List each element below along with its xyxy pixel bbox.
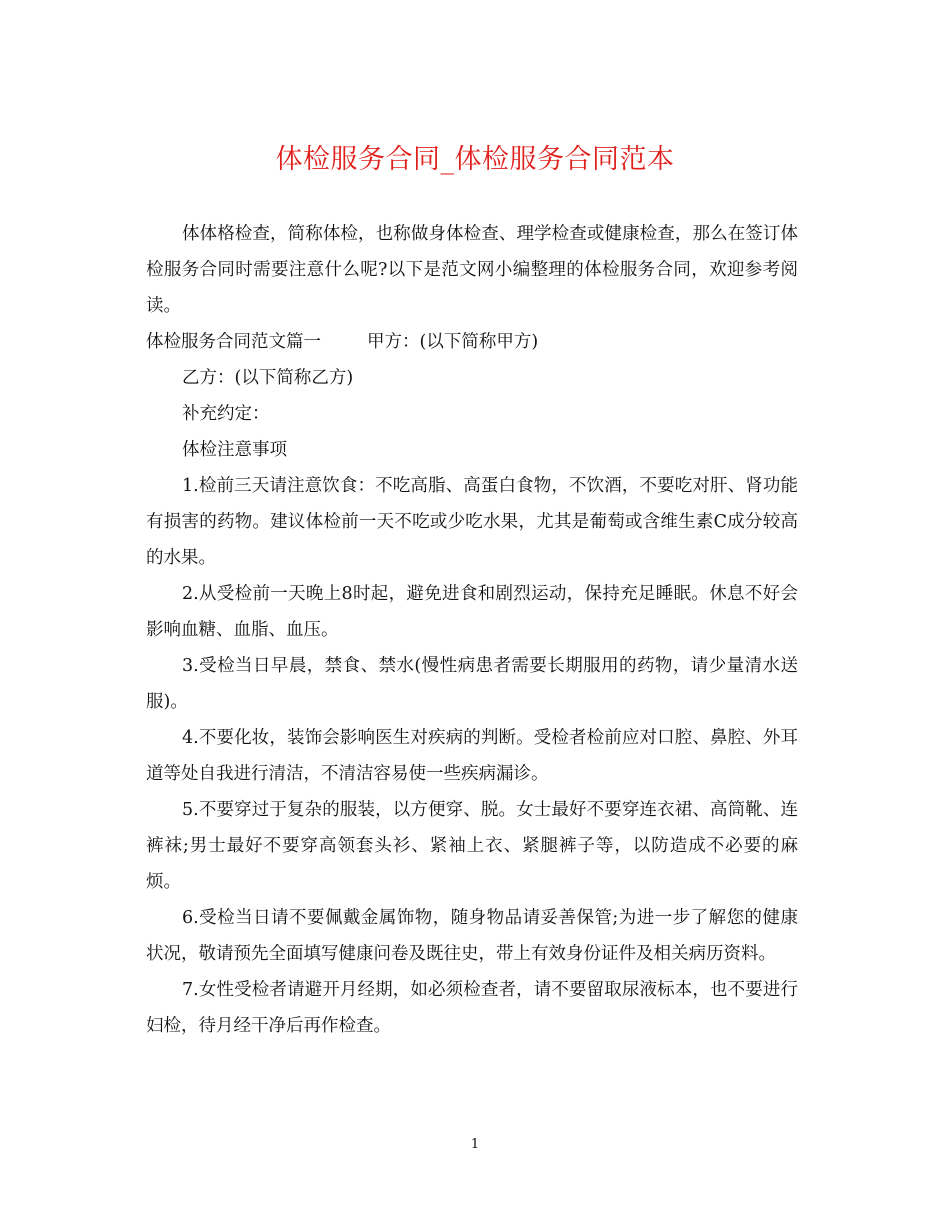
page-number: 1 [470,1137,480,1152]
party-a-line: 甲方：(以下简称甲方) [367,332,539,352]
section-heading-line [146,324,798,360]
intro-paragraph: 体体格检查，简称体检，也称做身体检查、理学检查或健康检查，那么在签订体检服务合同时需要注意什么呢?以下是范文网小编整理的体检服务合同，欢迎参考阅读。 [146,224,798,316]
notes-heading: 体检注意事项 [182,440,287,460]
note-item: 5.不要穿过于复杂的服装，以方便穿、脱。女士最好不要穿连衣裙、高筒靴、连裤袜;男士最好不要穿高领套头衫、紧袖上衣、紧腿裤子等，以防造成不必要的麻烦。 [146,800,798,892]
note-item: 2.从受检前一天晚上8时起，避免进食和剧烈运动，保持充足睡眠。休息不好会影响血糖、血脂、血压。 [146,584,798,640]
note-item: 4.不要化妆，装饰会影响医生对疾病的判断。受检者检前应对口腔、鼻腔、外耳道等处自我进行清洁，不清洁容易使一些疾病漏诊。 [146,728,798,784]
supplement-line: 补充约定： [182,404,270,424]
document-title: 体检服务合同_体检服务合同范本 [275,144,675,175]
note-item: 3.受检当日早晨，禁食、禁水(慢性病患者需要长期服用的药物，请少量清水送服)。 [146,656,798,712]
section-heading: 体检服务合同范文篇一 [146,332,321,352]
document-body [146,216,798,1044]
party-b-line: 乙方：(以下简称乙方) [182,368,354,388]
note-item: 6.受检当日请不要佩戴金属饰物，随身物品请妥善保管;为进一步了解您的健康状况，敬请预先全面填写健康问卷及既往史，带上有效身份证件及相关病历资料。 [146,908,798,964]
note-item: 7.女性受检者请避开月经期，如必须检查者，请不要留取尿液标本，也不要进行妇检，待月经干净后再作检查。 [146,980,798,1036]
note-item: 1.检前三天请注意饮食：不吃高脂、高蛋白食物，不饮酒，不要吃对肝、肾功能有损害的药物。建议体检前一天不吃或少吃水果，尤其是葡萄或含维生素C成分较高的水果。 [146,476,798,568]
